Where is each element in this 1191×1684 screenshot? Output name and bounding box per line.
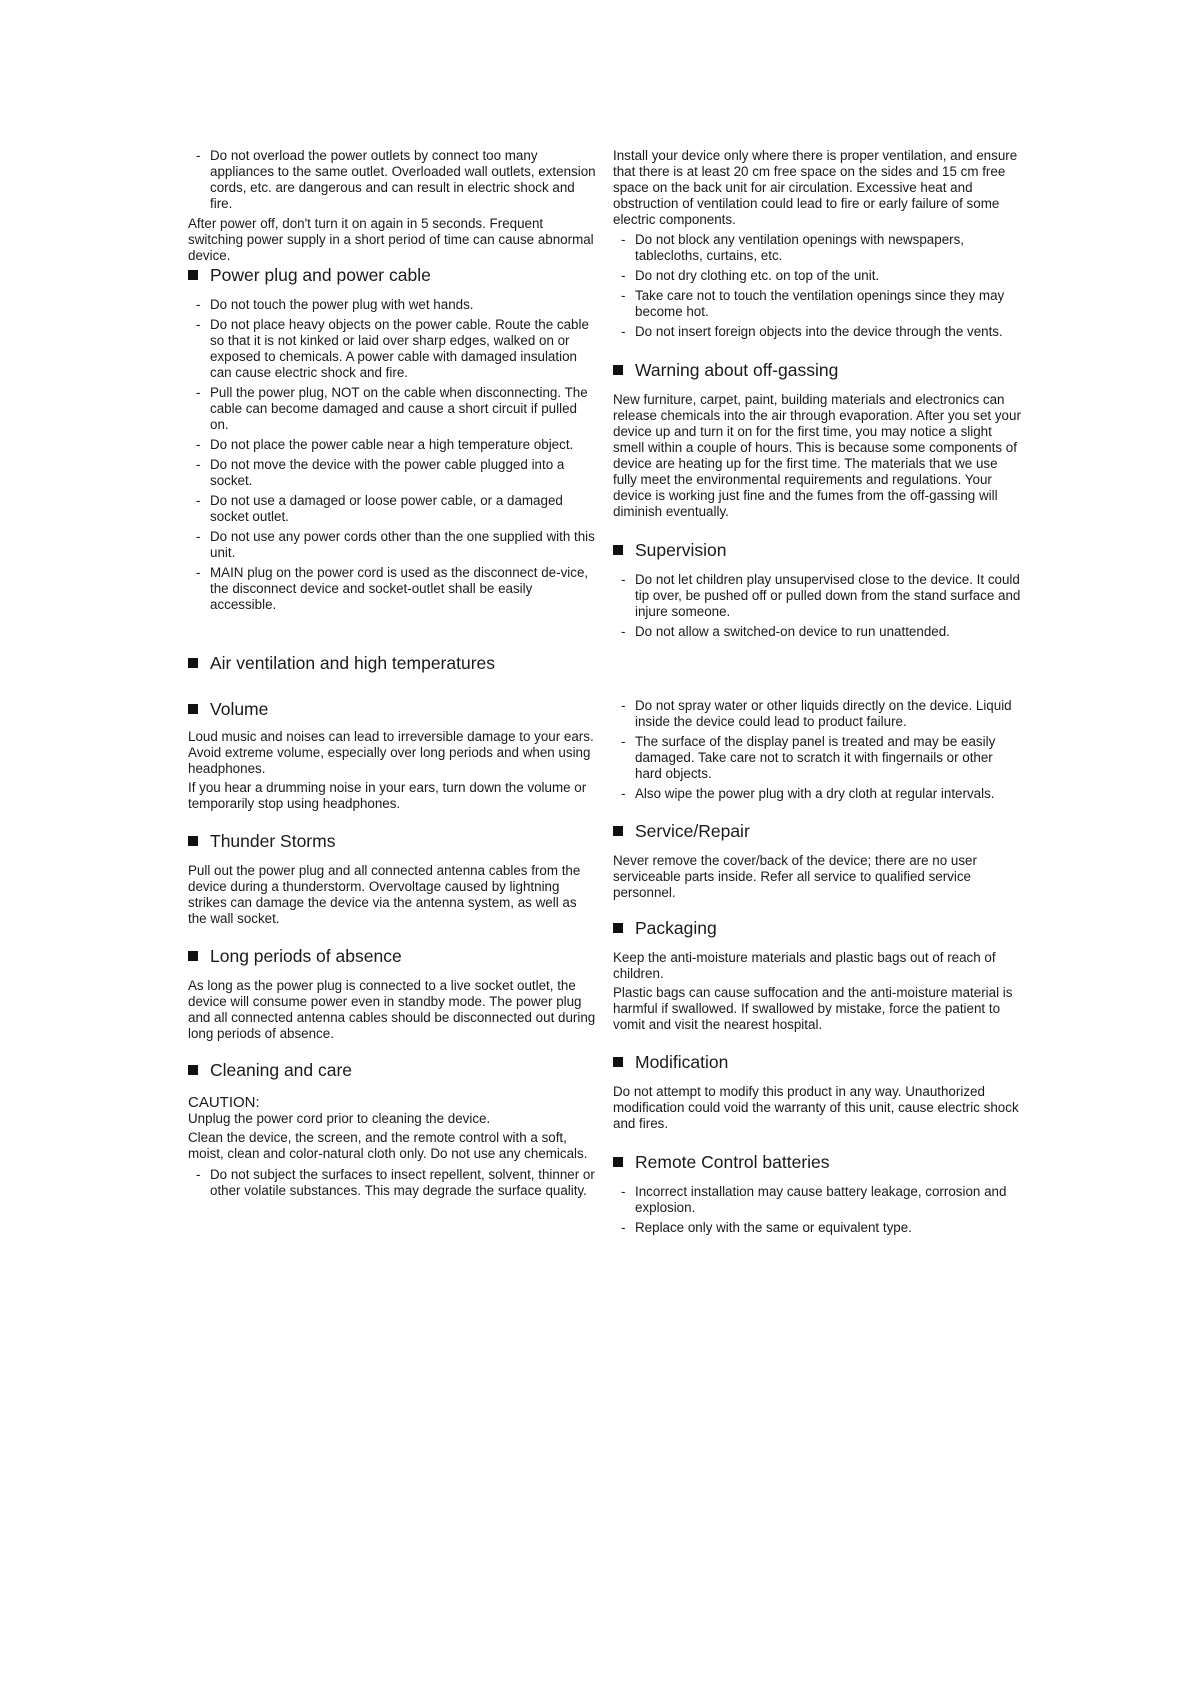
cleaning-continued-section [613, 698, 1021, 806]
section-heading [613, 540, 1021, 560]
section-heading [188, 699, 596, 719]
heading-text: Air ventilation and high temperatures [210, 653, 496, 673]
section-heading [188, 1060, 596, 1080]
square-bullet-icon [188, 658, 198, 668]
list-item: - Do not move the device with the power cable plugged into a socket. [188, 457, 596, 489]
list-item: - Do not dry clothing etc. on top of the unit. [613, 268, 1021, 284]
list-item: - Do not subject the surfaces to insect repellent, solvent, thinner or other volatile substances. This may degrade the surface quality. [188, 1167, 596, 1199]
overload-list [188, 148, 596, 212]
service-section [613, 821, 1021, 904]
ventilation-list [613, 232, 1021, 340]
section-heading [188, 946, 596, 966]
heading-text: Thunder Storms [210, 831, 336, 851]
cleaning-list [188, 1167, 596, 1199]
square-bullet-icon [613, 1157, 623, 1167]
ventilation-text: Install your device only where there is proper ventilation, and ensure that there is at least 20 cm free space on the sides and 15 cm free space on the back unit for air circulation. Excessive heat and obstruction of ventilation could lead to fire or early failure of some electric components. [613, 148, 1018, 227]
absence-text: As long as the power plug is connected to a live socket outlet, the device will consume power even in standby mode. The power plug and all connected antenna cables should be disconnected out during long periods of absence. [188, 978, 596, 1041]
square-bullet-icon [613, 1057, 623, 1067]
cleaning-paragraph: Unplug the power cord prior to cleaning the device. [188, 1111, 491, 1126]
heading-text: Remote Control batteries [635, 1152, 830, 1172]
list-item: - Do not overload the power outlets by connect too many appliances to the same outlet. Overloaded wall outlets, extension cords, etc. are dangerous and can result in electric shock and fire. [188, 148, 596, 212]
section-heading [188, 265, 596, 285]
section-heading [613, 1052, 1021, 1072]
square-bullet-icon [188, 270, 198, 280]
list-item: - The surface of the display panel is treated and may be easily damaged. Take care not to scratch it with fingernails or other hard objects. [613, 734, 1021, 782]
heading-text: Cleaning and care [210, 1060, 353, 1080]
list-item: - Do not place the power cable near a high temperature object. [188, 437, 596, 453]
ventilation-section [613, 148, 1021, 344]
list-item: - Do not insert foreign objects into the device through the vents. [613, 324, 1021, 340]
volume-section [188, 699, 596, 815]
heading-text: Modification [635, 1052, 729, 1072]
cleaning-continued-list [613, 698, 1021, 802]
section-heading [188, 831, 596, 851]
air-ventilation-section [188, 653, 596, 673]
section-heading [613, 360, 1021, 380]
caution-label: CAUTION: [188, 1094, 260, 1111]
section-heading [613, 821, 1021, 841]
supervision-list [613, 572, 1021, 640]
absence-section [188, 946, 596, 1045]
thunder-section [188, 831, 596, 930]
list-item: - Do not place heavy objects on the power cable. Route the cable so that it is not kinked or laid over sharp edges, walked on or exposed to chemicals. A power cable with damaged insulation can cause electric shock and fire. [188, 317, 596, 381]
section-heading [188, 653, 596, 673]
square-bullet-icon [188, 951, 198, 961]
power-plug-list [188, 297, 596, 613]
list-item: - Do not use any power cords other than the one supplied with this unit. [188, 529, 596, 561]
service-text: Never remove the cover/back of the device; there are no user serviceable parts inside. Refer all service to qualified service personnel. [613, 853, 977, 900]
overload-section [188, 148, 596, 267]
heading-text: Power plug and power cable [210, 265, 431, 285]
list-item: - Take care not to touch the ventilation openings since they may become hot. [613, 288, 1021, 320]
square-bullet-icon [613, 923, 623, 933]
volume-paragraph: If you hear a drumming noise in your ears, turn down the volume or temporarily stop using headphones. [188, 780, 587, 811]
packaging-section [613, 918, 1021, 1036]
list-item: - Do not use a damaged or loose power cable, or a damaged socket outlet. [188, 493, 596, 525]
heading-text: Packaging [635, 918, 717, 938]
batteries-list [613, 1184, 1021, 1236]
volume-paragraph: Loud music and noises can lead to irreversible damage to your ears. Avoid extreme volume, especially over long periods and when using headphones. [188, 729, 594, 776]
supervision-section [613, 540, 1021, 644]
list-item: - Also wipe the power plug with a dry cloth at regular intervals. [613, 786, 1021, 802]
square-bullet-icon [188, 704, 198, 714]
list-item: - Do not touch the power plug with wet hands. [188, 297, 596, 313]
heading-text: Long periods of absence [210, 946, 402, 966]
square-bullet-icon [613, 365, 623, 375]
list-item: - Replace only with the same or equivalent type. [613, 1220, 1021, 1236]
list-item: - Incorrect installation may cause battery leakage, corrosion and explosion. [613, 1184, 1021, 1216]
packaging-paragraph: Plastic bags can cause suffocation and the anti-moisture material is harmful if swallowed. If swallowed by mistake, force the patient to vomit and visit the nearest hospital. [613, 985, 1013, 1032]
square-bullet-icon [613, 545, 623, 555]
offgassing-text: New furniture, carpet, paint, building materials and electronics can release chemicals into the air through evaporation. After you set your device up and turn it on for the first time, you may notice a slight smell within a couple of hours. This is because some components of device are heating up for the first time. The materials that we use fully meet the environmental requirements and regulations. Your device is working just fine and the fumes from the off-gassing will diminish eventually. [613, 392, 1021, 519]
cleaning-paragraph: Clean the device, the screen, and the remote control with a soft, moist, clean and color-natural cloth only. Do not use any chemicals. [188, 1130, 588, 1161]
section-heading [613, 918, 1021, 938]
heading-text: Service/Repair [635, 821, 750, 841]
list-item: - Do not allow a switched-on device to run unattended. [613, 624, 1021, 640]
cleaning-section [188, 1060, 596, 1203]
section-heading [613, 1152, 1021, 1172]
thunder-text: Pull out the power plug and all connected antenna cables from the device during a thunderstorm. Overvoltage caused by lightning strikes can damage the device via the antenna system, as well as the wall socket. [188, 863, 581, 926]
list-item: - Pull the power plug, NOT on the cable when disconnecting. The cable can become damaged and cause a short circuit if pulled on. [188, 385, 596, 433]
list-item: - Do not let children play unsupervised close to the device. It could tip over, be pushed off or pulled down from the stand surface and injure someone. [613, 572, 1021, 620]
heading-text: Volume [210, 699, 269, 719]
list-item: - Do not block any ventilation openings with newspapers, tablecloths, curtains, etc. [613, 232, 1021, 264]
list-item: - Do not spray water or other liquids directly on the device. Liquid inside the device could lead to product failure. [613, 698, 1021, 730]
modification-section [613, 1052, 1021, 1135]
modification-text: Do not attempt to modify this product in any way. Unauthorized modification could void the warranty of this unit, cause electric shock and fires. [613, 1084, 1019, 1131]
offgassing-section [613, 360, 1021, 523]
heading-text: Warning about off-gassing [635, 360, 839, 380]
list-item: - MAIN plug on the power cord is used as the disconnect de-vice, the disconnect device and socket-outlet shall be easily accessible. [188, 565, 596, 613]
square-bullet-icon [188, 836, 198, 846]
square-bullet-icon [613, 826, 623, 836]
heading-text: Supervision [635, 540, 727, 560]
power-off-note: After power off, don't turn it on again in 5 seconds. Frequent switching power supply in a short period of time can cause abnormal device. [188, 216, 594, 263]
square-bullet-icon [188, 1065, 198, 1075]
batteries-section [613, 1152, 1021, 1240]
power-plug-section [188, 265, 596, 617]
packaging-paragraph: Keep the anti-moisture materials and plastic bags out of reach of children. [613, 950, 996, 981]
